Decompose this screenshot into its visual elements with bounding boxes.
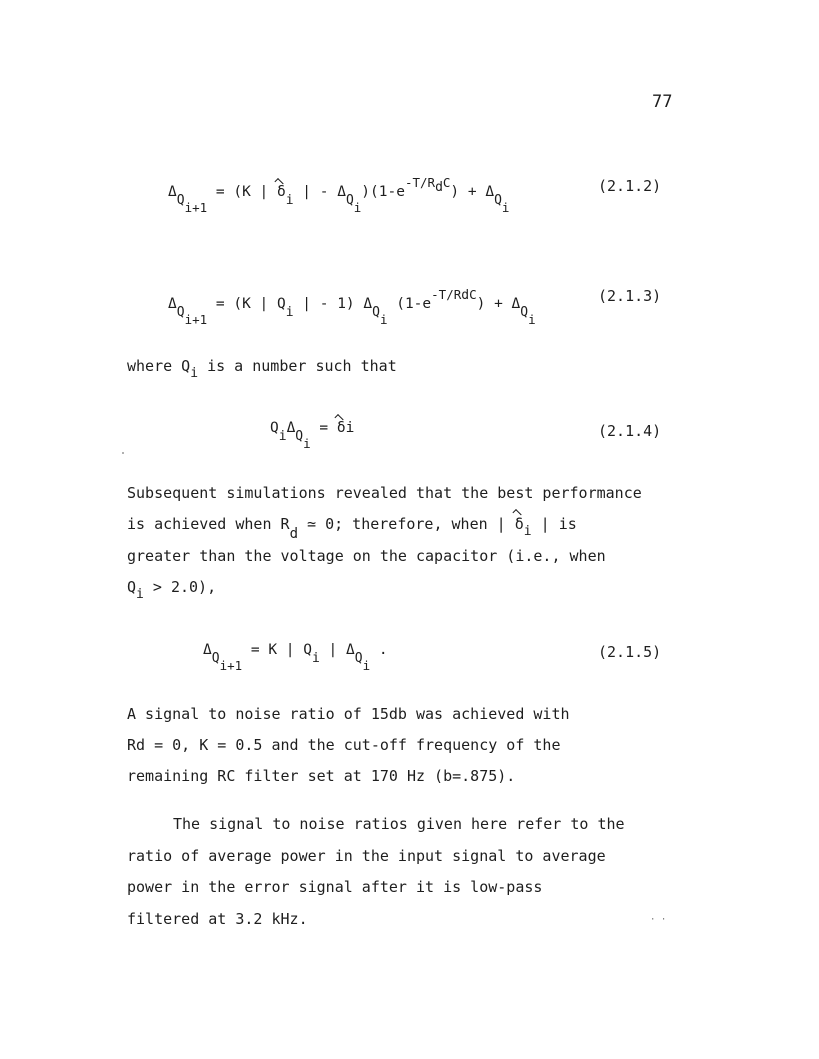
paragraph-2-line-1: A signal to noise ratio of 15db was achieved with bbox=[127, 705, 570, 723]
equation-2-1-2: ΔQi+1 = (K | δi | - ΔQi)(1-e-T/RdC) + ΔQi bbox=[168, 175, 510, 215]
paragraph-2-line-2: Rd = 0, K = 0.5 and the cut-off frequency of the bbox=[127, 736, 561, 754]
page-number: 77 bbox=[652, 92, 673, 112]
speck: · · bbox=[650, 915, 667, 925]
paragraph-3-line-4: filtered at 3.2 kHz. bbox=[127, 910, 308, 928]
equation-2-1-4: QiΔQi = δi bbox=[270, 420, 355, 451]
equation-2-1-5: ΔQi+1 = K | Qi | ΔQi . bbox=[203, 642, 388, 673]
paragraph-3-line-2: ratio of average power in the input signal to average bbox=[127, 847, 606, 865]
paragraph-1-line-1: Subsequent simulations revealed that the best performance bbox=[127, 484, 642, 502]
speck bbox=[122, 452, 124, 454]
equation-number-2-1-2: (2.1.2) bbox=[598, 177, 662, 195]
equation-number-2-1-5: (2.1.5) bbox=[598, 643, 662, 661]
where-line: where Qi is a number such that bbox=[127, 357, 397, 381]
paragraph-1-line-2: is achieved when Rd ≃ 0; therefore, when | δi | is bbox=[127, 515, 577, 542]
equation-number-2-1-4: (2.1.4) bbox=[598, 422, 662, 440]
paragraph-3-line-3: power in the error signal after it is low-pass bbox=[127, 878, 543, 896]
paragraph-1-line-3: greater than the voltage on the capacitor (i.e., when bbox=[127, 547, 606, 565]
equation-number-2-1-3: (2.1.3) bbox=[598, 287, 662, 305]
equation-2-1-3: ΔQi+1 = (K | Qi | - 1) ΔQi (1-e-T/RdC) + ΔQi bbox=[168, 287, 536, 327]
paragraph-3-line-1: The signal to noise ratios given here refer to the bbox=[173, 815, 625, 833]
paragraph-2-line-3: remaining RC filter set at 170 Hz (b=.875). bbox=[127, 767, 516, 785]
paragraph-1-line-4: Qi > 2.0), bbox=[127, 578, 217, 602]
